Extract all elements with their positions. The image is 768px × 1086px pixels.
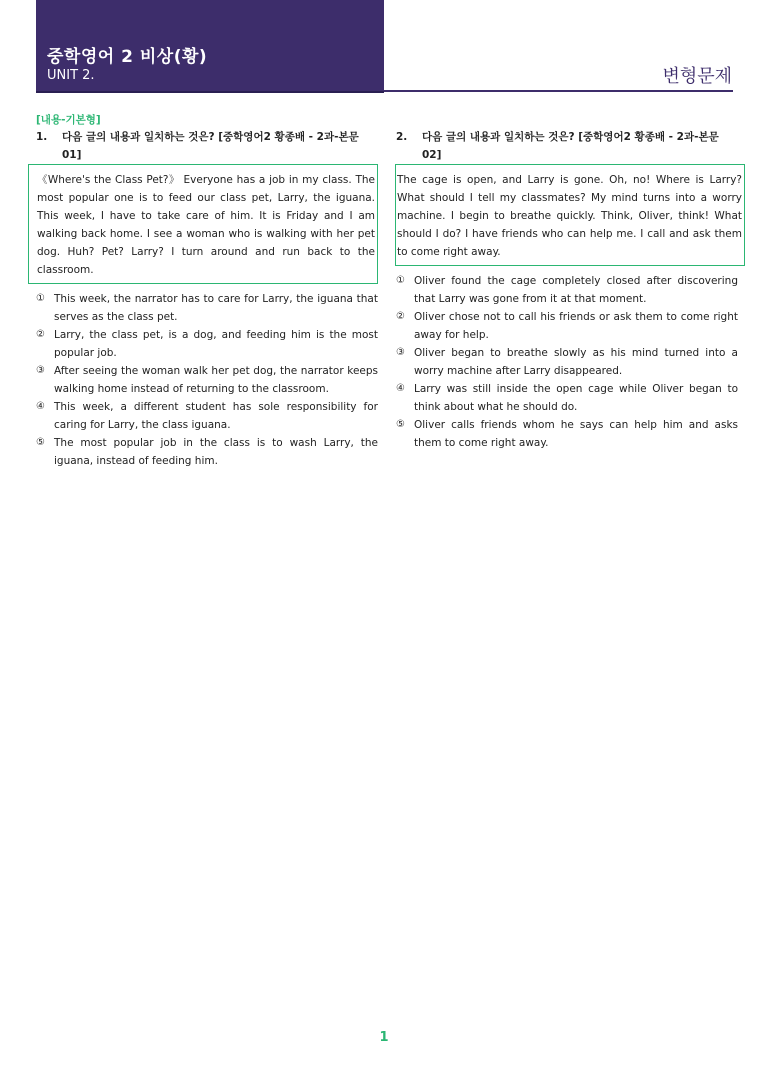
option-mark: ② [36,329,45,340]
question-text: 다음 글의 내용과 일치하는 것은? [중학영어2 황종배 - 2과-본문 02] [422,131,719,161]
answer-option[interactable] [396,272,738,308]
option-text: This week, a different student has sole responsibility for caring for Larry, the class iguana. [54,401,378,431]
option-text: Oliver calls friends whom he says can help him and asks them to come right away. [414,419,738,449]
option-mark: ④ [36,401,45,412]
header-banner [36,0,384,93]
answer-option[interactable] [36,362,378,398]
option-mark: ③ [396,347,405,358]
option-mark: ⑤ [396,419,405,430]
header-unit: UNIT 2. [47,68,95,83]
question-text: 다음 글의 내용과 일치하는 것은? [중학영어2 황종배 - 2과-본문 01] [62,131,359,161]
option-text: This week, the narrator has to care for Larry, the iguana that serves as the class pet. [54,293,378,323]
header-title: 중학영어 2 비상(황) [47,47,208,67]
answer-option[interactable] [36,326,378,362]
passage-box [28,164,378,284]
answer-option[interactable] [36,434,378,470]
answer-option[interactable] [396,380,738,416]
passage-text: 《Where's the Class Pet?》 Everyone has a job in my class. The most popular one is to feed our class pet, Larry, the iguana. This week, I have to take care of him. It is Friday and I am walking back home. I see a woman who is walking with her pet dog. Huh? Pet? Larry? I turn around and run back to the classroom. [37,174,375,276]
question-2 [396,128,742,452]
option-text: Oliver began to breathe slowly as his mind turned into a worry machine after Larry disappeared. [414,347,738,377]
option-mark: ④ [396,383,405,394]
answer-options [396,272,738,452]
option-text: Oliver chose not to call his friends or ask them to come right away for help. [414,311,738,341]
question-prompt [396,128,738,164]
option-text: Oliver found the cage completely closed after discovering that Larry was gone from it at that moment. [414,275,738,305]
answer-option[interactable] [396,344,738,380]
question-1 [36,128,378,470]
question-prompt [36,128,378,164]
answer-option[interactable] [36,398,378,434]
question-number: 1. [36,131,48,143]
question-number: 2. [396,131,408,143]
option-mark: ⑤ [36,437,45,448]
answer-option[interactable] [36,290,378,326]
answer-option[interactable] [396,416,738,452]
passage-text: The cage is open, and Larry is gone. Oh, no! Where is Larry? What should I tell my classmates? My mind turns into a worry machine. I begin to breathe quickly. Think, Oliver, think! What should I do? I have friends who can help me. I call and ask them to come right away. [397,174,742,258]
option-text: After seeing the woman walk her pet dog, the narrator keeps walking home instead of returning to the classroom. [54,365,378,395]
section-label: [내용-기본형] [36,114,101,126]
option-mark: ① [36,293,45,304]
page-number: 1 [379,1030,389,1045]
option-mark: ③ [36,365,45,376]
option-text: The most popular job in the class is to wash Larry, the iguana, instead of feeding him. [54,437,378,467]
option-mark: ② [396,311,405,322]
answer-options [36,290,378,470]
option-text: Larry was still inside the open cage while Oliver began to think about what he should do. [414,383,738,413]
header-divider [384,90,733,92]
option-mark: ① [396,275,405,286]
option-text: Larry, the class pet, is a dog, and feeding him is the most popular job. [54,329,378,359]
header-right-title: 변형문제 [662,66,732,87]
answer-option[interactable] [396,308,738,344]
passage-box [395,164,745,266]
